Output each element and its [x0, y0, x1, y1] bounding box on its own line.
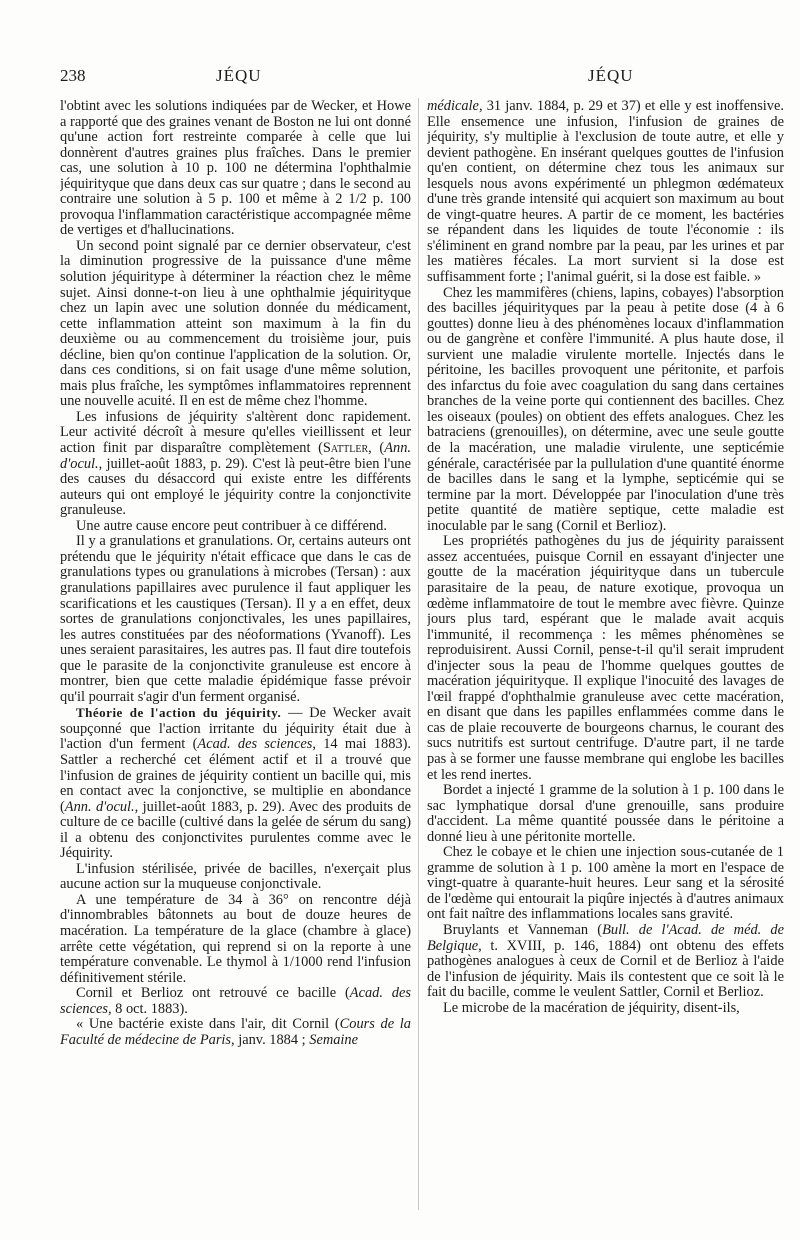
paragraph: Cornil et Berlioz ont retrouvé ce bacille (Acad. des sciences, 8 oct. 1883).: [60, 985, 411, 1017]
left-column: [60, 99, 411, 1209]
journal-citation: Bull. de l'Acad. de méd. de Belgique: [427, 921, 784, 954]
paragraph: Une autre cause encore peut contribuer à ce différend.: [76, 517, 387, 534]
journal-citation: médicale: [427, 99, 479, 114]
page-header: [0, 66, 800, 90]
paragraph: médicale, 31 janv. 1884, p. 29 et 37) et elle y est inoffensive. Elle ensemence une infusion, l'infusion de graines de jéquirity, s'y multiplie à l'exclusion de toute autre, et elle y devient pathogène. En insérant quelques gouttes de l'infusion qu'en contient, on détermine chez tous les animaux sur lesquels nous avons expérimenté un phlegmon œdémateux d'une très grande intensité qui acquiert son maximum au bout de vingt-quatre heures. A partir de ce moment, les bactéries se répandent dans les liquides de toute l'économie : ils s'éliminent en grand nombre par la peau, par les urines et par les matières fécales. La mort survient si la dose est suffisamment forte ; l'animal guérit, si la dose est faible. »: [427, 99, 784, 286]
paragraph: Chez les mammifères (chiens, lapins, cobayes) l'absorption des bacilles jéquirityques par la peau à petite dose (4 à 6 gouttes) donne lieu à des phénomènes locaux d'inflammation ou de gangrène et confère l'immunité. A plus haute dose, il survient une maladie virulente mortelle. Injectés dans le péritoine, les bacilles provoquent une péritonite, et parfois des infarctus du foie avec coagulation du sang dans certaines branches de la veine porte qui contiennent des bacilles. Chez les oiseaux (poules) on obtient des effets analogues. Chez les batraciens (grenouilles), on détermine, avec une seule goutte de la macération, une maladie virulente, une septicémie générale, caractérisée par la pullulation d'une quantité énorme de bacilles dans le sang et la lymphe, septicémie qui se termine par la mort. Développée par l'inoculation d'une très petite quantité de matière septique, cette maladie est inoculable par le sang (Cornil et Berlioz).: [427, 284, 784, 534]
running-head-right: JÉQU: [588, 66, 634, 85]
author-name: Sattler: [322, 440, 369, 457]
section-heading: Théorie de l'action du jéquirity.: [76, 705, 282, 721]
paragraph: Théorie de l'action du jéquirity. — De Wecker avait soupçonné que l'action irritante du jéquirity était due à l'action d'un ferment (Acad. des sciences, 14 mai 1883). Sattler a recherché cet élément actif et il a trouvé que l'infusion de graines de jéquirity contient un bacille qui, mis en contact avec la conjonctive, se multiplie en abondance (Ann. d'ocul., juillet-août 1883, p. 29). Avec des produits de culture de ce bacille (cultivé dans la gelée de sérum du sang) il a obtenu des conjonctivites purulentes comme avec le Jéquirity.: [60, 705, 411, 862]
journal-citation: Ann. d'ocul.: [60, 440, 411, 472]
paragraph: L'infusion stérilisée, privée de bacilles, n'exerçait plus aucune action sur la muqueuse conjonctivale.: [60, 860, 411, 893]
paragraph: Bruylants et Vanneman (Bull. de l'Acad. de méd. de Belgique, t. XVIII, p. 146, 1884) ont obtenu des effets pathogènes analogues à ceux de Cornil et de Berlioz à l'aide de l'infusion de jéquirity. Mais ils contestent que ce soit là le fait du bacille, comme le veulent Sattler, Cornil et Berlioz.: [427, 921, 784, 1001]
paragraph: Chez le cobaye et le chien une injection sous-cutanée de 1 gramme de solution à 1 p. 100 amène la mort en l'espace de vingt-quatre à quarante-huit heures. Leur sang et la sérosité de l'œdème qui entourait la piqûre injectés à d'autres animaux ont fait naître des inflammations locales sans gravité.: [427, 844, 784, 923]
paragraph: Un second point signalé par ce dernier observateur, c'est la diminution progressive de la puissance d'une même solution jéquiritype à déterminer la réaction chez le même sujet. Ainsi donne-t-on lieu à une ophthalmie jéquirityque chez un lapin avec une solution donnée du médicament, cette inflammation atteint son maximum à la fin du deuxième ou au commencement du troisième jour, puis décline, bien qu'on continue l'application de la solution. Or, dans ces conditions, si on fait usage d'une même solution, mais plus fraîche, les symptômes inflammatoires reprennent une nouvelle acuité. Il en est de même chez l'homme.: [60, 237, 411, 410]
journal-citation: Acad. des sciences,: [197, 736, 316, 753]
paragraph: Il y a granulations et granulations. Or, certains auteurs ont prétendu que le jéquirity n'était efficace que dans le cas de granulations types ou granulations à microbes (Tersan) : aux granulations papillaires avec purulence il faut appliquer les scarifications et les caustiques (Tersan). Il y a en effet, deux sortes de granulations conjonctivales, les unes papillaires, les autres constituées par des néoformations (Yvanoff). Les unes seraient parasitaires, les autres pas. Il faut dire toutefois que le parasite de la conjonctivite granuleuse est encore à montrer, bien que cette maladie épidémique fasse prévoir qu'il pourrait s'agir d'un ferment organisé.: [60, 533, 411, 705]
journal-citation: Ann. d'ocul.: [64, 798, 135, 815]
paragraph: Les infusions de jéquirity s'altèrent donc rapidement. Leur activité décroît à mesure qu'elles vieillissent et leur action finit par disparaître complètement (Sattler, (Ann. d'ocul., juillet-août 1883, p. 29). C'est là peut-être bien l'une des causes du désaccord qui existe entre les différents auteurs qui ont employé le jéquirity contre la conjonctivite granuleuse.: [60, 408, 411, 519]
running-head-left: JÉQU: [216, 66, 262, 85]
journal-citation: Cours de la Faculté de médecine de Paris: [60, 1016, 411, 1048]
journal-citation: Semaine: [309, 1031, 359, 1048]
column-divider: [418, 98, 419, 1210]
paragraph: Le microbe de la macération de jéquirity, disent-ils,: [443, 999, 740, 1016]
right-column: [427, 99, 784, 1209]
paragraph: Les propriétés pathogènes du jus de jéquirity paraissent assez accentuées, puisque Cornil en essayant d'injecter une goutte de la macération jéquirityque dans un tubercule parasitaire de la peau, de nature exotique, provoqua un œdème inflammatoire de tout le membre avec fièvre. Quinze jours plus tard, espérant que le malade avait acquis l'immunité, il recommença : les mêmes phénomènes se reproduisirent. Aussi Cornil, pense-t-il qu'il serait imprudent d'injecter sous la peau de l'homme quelques gouttes de macération jéquirityque. Il explique l'inocuité des lavages de l'œil frappé d'ophthalmie granuleuse avec cette macération, en disant que dans les papilles enflammées comme dans le cas de plaie recouverte de bourgeons charnus, le courant des sucs nutritifs est surtout centrifuge. D'autre part, il ne tarde pas à se former une fausse membrane qui englobe les bacilles et les rend inertes.: [427, 533, 784, 783]
paragraph: « Une bactérie existe dans l'air, dit Cornil (Cours de la Faculté de médecine de Paris, janv. 1884 ; Semaine: [60, 1016, 411, 1048]
paragraph: Bordet a injecté 1 gramme de la solution à 1 p. 100 dans le sac lymphatique dorsal d'une grenouille, sans produire d'accident. La même quantité poussée dans le péritoine a donné lieu à une péritonite mortelle.: [427, 782, 784, 845]
paragraph: l'obtint avec les solutions indiquées par de Wecker, et Howe a rapporté que des graines venant de Boston ne lui ont donné qu'une action fort restreinte comparée à celle que lui donnèrent d'autres graines plus fraîches. Dans le premier cas, une solution à 10 p. 100 ne détermina l'ophthalmie jéquirityque que dans deux cas sur quatre ; dans le second au contraire une solution à 5 p. 100 et même à 2 1/2 p. 100 provoqua l'inflammation caractéristique accompagnée même de vertiges et d'hallucinations.: [60, 99, 411, 239]
page-number: 238: [60, 66, 86, 85]
paragraph: A une température de 34 à 36° on rencontre déjà d'innombrables bâtonnets au bout de douze heures de macération. La température de la glace (chambre à glace) arrête cette végétation, qui reprend si on la reporte à une température convenable. Le thymol à 1/1000 rend l'infusion définitivement stérile.: [60, 891, 411, 986]
journal-citation: Acad. des sciences: [60, 985, 411, 1017]
